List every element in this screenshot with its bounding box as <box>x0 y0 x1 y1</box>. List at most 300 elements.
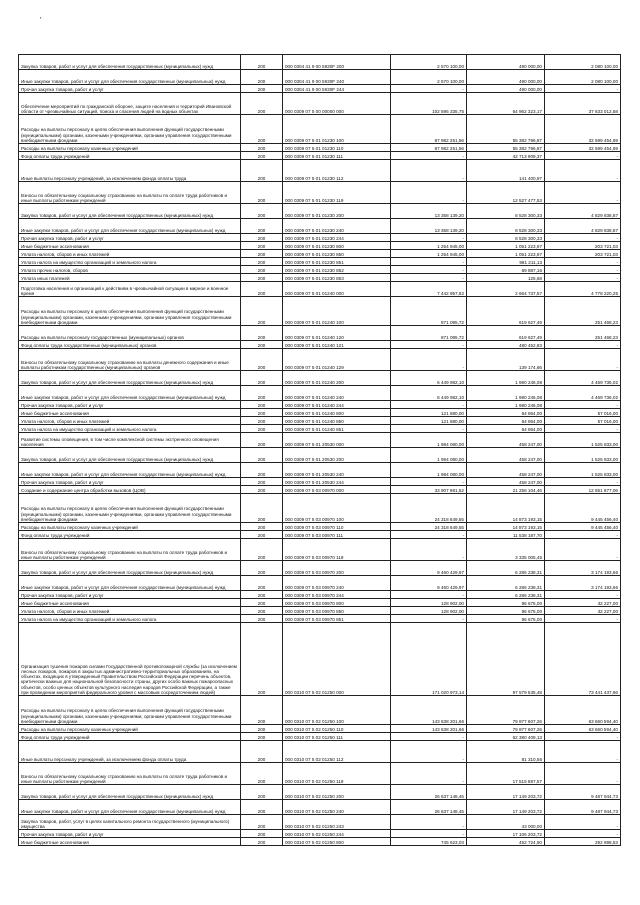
table-row <box>19 800 621 815</box>
row-executed-cell: 17 515 887,57 <box>467 763 545 785</box>
row-code-cell: 200 <box>241 85 283 93</box>
row-executed-cell: 64 864,00 <box>467 425 545 433</box>
row-remaining-cell: 292 898,53 <box>545 838 621 846</box>
row-classification-cell: 000 0309 07 5 01 01230 852 <box>283 266 391 274</box>
row-remaining-cell: 3 174 193,66 <box>545 561 621 576</box>
table-row <box>19 93 621 115</box>
row-executed-cell: 14 873 193,15 <box>467 494 545 523</box>
row-remaining-cell: 32 227,00 <box>545 607 621 615</box>
row-code-cell: 200 <box>241 401 283 409</box>
row-name-cell: Расходы на выплаты персоналу государственных (муниципальных) органов <box>19 326 241 341</box>
row-classification-cell: 000 0309 07 5 03 00970 851 <box>283 615 391 623</box>
row-classification-cell: 000 0309 07 5 01 01230 240 <box>283 219 391 234</box>
row-name-cell: Иные закупки товаров, работ и услуг для обеспечения государственных (муниципальных) нужд <box>19 386 241 401</box>
row-classification-cell: 000 0309 07 5 01 01230 850 <box>283 250 391 258</box>
row-executed-cell: 1 051 223,97 <box>467 242 545 250</box>
row-classification-cell: 000 0309 07 5 01 01240 850 <box>283 417 391 425</box>
row-name-cell: Взносы по обязательному социальному страхованию на выплаты по оплате труда работников и иные выплаты работникам учреждений <box>19 539 241 561</box>
row-executed-cell: 43 000,00 <box>467 815 545 830</box>
row-classification-cell: 000 0309 07 5 03 00970 244 <box>283 591 391 599</box>
row-remaining-cell: - <box>545 152 621 160</box>
table-row <box>19 838 621 846</box>
table-row <box>19 591 621 599</box>
row-name-cell: Иные закупки товаров, работ и услуг для обеспечения государственных (муниципальных) нужд <box>19 800 241 815</box>
row-classification-cell: 000 0309 07 5 01 01230 800 <box>283 242 391 250</box>
row-approved-cell: 143 638 201,66 <box>391 725 467 733</box>
row-approved-cell: - <box>391 349 467 371</box>
row-name-cell: Прочая закупка товаров, работ и услуг <box>19 234 241 242</box>
row-executed-cell: 69 887,16 <box>467 266 545 274</box>
row-approved-cell: 745 623,03 <box>391 838 467 846</box>
row-classification-cell: 000 0309 07 5 01 01240 240 <box>283 386 391 401</box>
table-row <box>19 433 621 448</box>
row-approved-cell: - <box>391 160 467 182</box>
row-code-cell: 200 <box>241 417 283 425</box>
row-classification-cell: 000 0309 07 5 01 01240 000 <box>283 282 391 297</box>
row-classification-cell: 000 0309 07 5 01 01230 851 <box>283 258 391 266</box>
row-remaining-cell: - <box>545 274 621 282</box>
row-classification-cell: 000 0304 41 9 00 5930F 240 <box>283 70 391 85</box>
row-classification-cell: 000 0309 07 5 03 00970 119 <box>283 539 391 561</box>
row-executed-cell: 2 664 737,57 <box>467 282 545 297</box>
row-code-cell: 200 <box>241 539 283 561</box>
row-remaining-cell: - <box>545 591 621 599</box>
row-executed-cell: 1 980 246,08 <box>467 401 545 409</box>
row-remaining-cell: 9 487 944,73 <box>545 800 621 815</box>
row-code-cell: 200 <box>241 623 283 696</box>
row-code-cell: 200 <box>241 258 283 266</box>
row-remaining-cell: - <box>545 160 621 182</box>
row-remaining-cell: - <box>545 830 621 838</box>
row-code-cell: 200 <box>241 282 283 297</box>
row-approved-cell: 7 442 957,82 <box>391 282 467 297</box>
row-approved-cell: 2 570 100,00 <box>391 55 467 70</box>
row-code-cell: 200 <box>241 733 283 741</box>
row-executed-cell: 1 980 246,08 <box>467 371 545 386</box>
table-row <box>19 250 621 258</box>
row-classification-cell: 000 0309 07 5 01 01230 200 <box>283 204 391 219</box>
row-classification-cell: 000 0309 07 5 03 00970 000 <box>283 486 391 494</box>
row-approved-cell: - <box>391 539 467 561</box>
row-approved-cell: - <box>391 425 467 433</box>
row-code-cell: 200 <box>241 800 283 815</box>
row-executed-cell: 21 256 104,46 <box>467 486 545 494</box>
row-classification-cell: 000 0309 07 5 03 00970 850 <box>283 607 391 615</box>
row-name-cell: Расходы на выплаты персоналу казенных учреждений <box>19 144 241 152</box>
row-name-cell: Взносы по обязательному социальному страхованию на выплаты по оплате труда работников и иные выплаты работникам учреждений <box>19 182 241 204</box>
row-approved-cell: - <box>391 478 467 486</box>
row-name-cell: Закупка товаров, работ и услуг для обеспечения государственных (муниципальных) нужд <box>19 204 241 219</box>
row-approved-cell: - <box>391 152 467 160</box>
row-executed-cell: 42 713 909,37 <box>467 152 545 160</box>
row-remaining-cell: - <box>545 763 621 785</box>
table-row <box>19 401 621 409</box>
row-code-cell: 200 <box>241 386 283 401</box>
row-name-cell: Расходы на выплаты персоналу в целях обеспечения выполнения функций государственными (муниципальными) органами, казенными учреждениями, органами управления государственными внебюджетными фондами <box>19 297 241 326</box>
row-approved-cell: 24 318 649,55 <box>391 523 467 531</box>
row-remaining-cell: 32 599 454,69 <box>545 115 621 144</box>
row-code-cell: 200 <box>241 561 283 576</box>
table-body <box>19 55 621 846</box>
row-executed-cell: 11 538 187,70 <box>467 531 545 539</box>
row-name-cell: Уплата налога на имущество организаций и земельного налога <box>19 615 241 623</box>
row-executed-cell: 8 528 300,33 <box>467 234 545 242</box>
table-row <box>19 733 621 741</box>
row-classification-cell: 000 0309 07 5 01 20530 200 <box>283 448 391 463</box>
row-classification-cell: 000 0309 07 5 01 01230 100 <box>283 115 391 144</box>
row-classification-cell: 000 0310 07 5 02 01250 112 <box>283 741 391 763</box>
row-executed-cell: 81 310,56 <box>467 741 545 763</box>
table-row <box>19 234 621 242</box>
row-remaining-cell: 2 080 100,00 <box>545 55 621 70</box>
row-executed-cell: 8 528 300,33 <box>467 204 545 219</box>
row-executed-cell: 64 962 323,17 <box>467 93 545 115</box>
row-code-cell: 200 <box>241 204 283 219</box>
row-classification-cell: 000 0309 07 5 01 20530 240 <box>283 463 391 478</box>
row-remaining-cell: 73 441 437,66 <box>545 623 621 696</box>
row-approved-cell: 13 358 139,20 <box>391 219 467 234</box>
row-name-cell: Расходы на выплаты персоналу в целях обеспечения выполнения функций государственными (муниципальными) органами, казенными учреждениями, органами управления государственными внебюджетными фондами <box>19 115 241 144</box>
row-remaining-cell: - <box>545 539 621 561</box>
table-row <box>19 341 621 349</box>
row-name-cell: Расходы на выплаты персоналу казенных учреждений <box>19 725 241 733</box>
row-remaining-cell: - <box>545 266 621 274</box>
row-code-cell: 200 <box>241 326 283 341</box>
row-name-cell: Уплата налога на имущество организаций и земельного налога <box>19 425 241 433</box>
table-row <box>19 741 621 763</box>
row-approved-cell: - <box>391 615 467 623</box>
row-approved-cell: 121 880,00 <box>391 409 467 417</box>
row-remaining-cell: - <box>545 425 621 433</box>
row-name-cell: Прочая закупка товаров, работ и услуг <box>19 478 241 486</box>
table-row <box>19 523 621 531</box>
row-name-cell: Иные закупки товаров, работ и услуг для обеспечения государственных (муниципальных) нужд <box>19 576 241 591</box>
row-executed-cell: 619 627,49 <box>467 297 545 326</box>
table-row <box>19 371 621 386</box>
row-name-cell: Подготовка населения и организаций к действиям в чрезвычайной ситуации в мирное и военное время <box>19 282 241 297</box>
row-code-cell: 200 <box>241 115 283 144</box>
table-row <box>19 182 621 204</box>
row-remaining-cell: 4 829 838,87 <box>545 219 621 234</box>
row-remaining-cell: 32 227,00 <box>545 599 621 607</box>
row-approved-cell: - <box>391 85 467 93</box>
row-executed-cell: 125,68 <box>467 274 545 282</box>
table-row <box>19 70 621 85</box>
row-code-cell: 200 <box>241 242 283 250</box>
row-classification-cell: 000 0309 07 5 01 20530 000 <box>283 433 391 448</box>
row-executed-cell: 1 980 246,08 <box>467 386 545 401</box>
row-executed-cell: 6 286 238,31 <box>467 591 545 599</box>
row-code-cell: 200 <box>241 297 283 326</box>
row-executed-cell: 458 247,00 <box>467 448 545 463</box>
row-name-cell: Иные бюджетные ассигнования <box>19 409 241 417</box>
table-row <box>19 478 621 486</box>
row-executed-cell: 6 286 238,31 <box>467 561 545 576</box>
table-row <box>19 266 621 274</box>
row-executed-cell: 62 380 409,13 <box>467 733 545 741</box>
table-row <box>19 85 621 93</box>
row-executed-cell: 64 864,00 <box>467 409 545 417</box>
row-approved-cell: 1 984 080,00 <box>391 433 467 448</box>
table-row <box>19 725 621 733</box>
row-executed-cell: 3 335 005,45 <box>467 539 545 561</box>
row-remaining-cell: - <box>545 85 621 93</box>
row-name-cell: Уплата налогов, сборов и иных платежей <box>19 607 241 615</box>
row-approved-cell: - <box>391 815 467 830</box>
row-executed-cell: 55 382 796,87 <box>467 144 545 152</box>
row-classification-cell: 000 0309 07 5 03 00970 110 <box>283 523 391 531</box>
row-name-cell: Уплата налога на имущество организаций и земельного налога <box>19 258 241 266</box>
row-executed-cell: 79 977 607,26 <box>467 725 545 733</box>
row-remaining-cell: 1 525 833,00 <box>545 448 621 463</box>
row-executed-cell: 619 627,49 <box>467 326 545 341</box>
row-name-cell: Фонд оплаты труда учреждений <box>19 531 241 539</box>
row-code-cell: 200 <box>241 144 283 152</box>
row-remaining-cell: 203 721,03 <box>545 242 621 250</box>
row-approved-cell: 871 095,72 <box>391 297 467 326</box>
row-code-cell: 200 <box>241 725 283 733</box>
row-approved-cell: 1 984 080,00 <box>391 463 467 478</box>
row-name-cell: Фонд оплаты труда государственных (муниципальных) органов <box>19 341 241 349</box>
table-row <box>19 830 621 838</box>
table-row <box>19 486 621 494</box>
row-classification-cell: 000 0309 07 5 01 01230 111 <box>283 152 391 160</box>
row-name-cell: Взносы по обязательному социальному страхованию на выплаты по оплате труда работников и иные выплаты работникам учреждений <box>19 763 241 785</box>
row-name-cell: Создание и содержание центра обработки вызовов (ЦОВ) <box>19 486 241 494</box>
row-code-cell: 200 <box>241 741 283 763</box>
row-name-cell: Иные бюджетные ассигнования <box>19 838 241 846</box>
row-approved-cell: - <box>391 763 467 785</box>
row-name-cell: Закупка товаров, работ и услуг для обеспечения государственных (муниципальных) нужд <box>19 785 241 800</box>
row-remaining-cell: 1 525 833,00 <box>545 463 621 478</box>
row-approved-cell: - <box>391 741 467 763</box>
row-executed-cell: 452 724,50 <box>467 838 545 846</box>
row-code-cell: 200 <box>241 234 283 242</box>
row-classification-cell: 000 0309 07 5 01 01230 110 <box>283 144 391 152</box>
table-row <box>19 297 621 326</box>
row-classification-cell: 000 0310 07 5 02 01250 244 <box>283 830 391 838</box>
row-remaining-cell: - <box>545 401 621 409</box>
table-row <box>19 55 621 70</box>
row-remaining-cell: 12 651 877,06 <box>545 486 621 494</box>
row-name-cell: Фонд оплаты труда учреждений <box>19 733 241 741</box>
table-row <box>19 463 621 478</box>
row-code-cell: 200 <box>241 160 283 182</box>
row-name-cell: Взносы по обязательному социальному страхованию на выплаты денежного содержания и иные выплаты работникам государственных (муниципальных) органов <box>19 349 241 371</box>
row-approved-cell: 171 020 973,14 <box>391 623 467 696</box>
row-name-cell: Уплата иных платежей <box>19 274 241 282</box>
row-remaining-cell: - <box>545 531 621 539</box>
row-approved-cell: 9 460 429,97 <box>391 561 467 576</box>
row-name-cell: Прочая закупка товаров, работ и услуг <box>19 830 241 838</box>
row-executed-cell: 1 051 223,97 <box>467 250 545 258</box>
row-approved-cell: - <box>391 274 467 282</box>
row-classification-cell: 000 0310 07 5 02 01250 240 <box>283 800 391 815</box>
row-remaining-cell: 203 721,03 <box>545 250 621 258</box>
row-approved-cell: 6 449 982,10 <box>391 386 467 401</box>
row-name-cell: Закупка товаров, работ и услуг для обеспечения государственных (муниципальных) нужд <box>19 55 241 70</box>
row-code-cell: 200 <box>241 531 283 539</box>
row-code-cell: 200 <box>241 409 283 417</box>
row-name-cell: Фонд оплаты труда учреждений <box>19 152 241 160</box>
row-code-cell: 200 <box>241 830 283 838</box>
table-row <box>19 282 621 297</box>
row-approved-cell: 2 570 100,00 <box>391 70 467 85</box>
row-approved-cell: 1 254 945,00 <box>391 242 467 250</box>
row-classification-cell: 000 0309 07 5 01 01240 100 <box>283 297 391 326</box>
row-classification-cell: 000 0309 07 5 01 01230 119 <box>283 182 391 204</box>
row-name-cell: Закупка товаров, работ и услуг для обеспечения государственных (муниципальных) нужд <box>19 561 241 576</box>
row-approved-cell: 128 902,00 <box>391 599 467 607</box>
row-approved-cell: 24 318 649,55 <box>391 494 467 523</box>
table-row <box>19 561 621 576</box>
row-code-cell: 200 <box>241 182 283 204</box>
row-classification-cell: 000 0310 07 5 02 01250 000 <box>283 623 391 696</box>
table-row <box>19 425 621 433</box>
row-remaining-cell: 63 660 594,40 <box>545 725 621 733</box>
row-classification-cell: 000 0310 07 5 02 01250 110 <box>283 725 391 733</box>
row-name-cell: Развитие системы оповещения, в том числе комплексной системы экстренного оповещения населения <box>19 433 241 448</box>
row-classification-cell: 000 0304 41 9 00 5930F 200 <box>283 55 391 70</box>
row-approved-cell: - <box>391 531 467 539</box>
row-name-cell: Прочая закупка товаров, работ и услуг <box>19 85 241 93</box>
row-remaining-cell: - <box>545 349 621 371</box>
row-classification-cell: 000 0309 07 5 01 01230 853 <box>283 274 391 282</box>
row-code-cell: 200 <box>241 591 283 599</box>
row-name-cell: Прочая закупка товаров, работ и услуг <box>19 591 241 599</box>
row-approved-cell: 6 449 982,10 <box>391 371 467 386</box>
table-row <box>19 763 621 785</box>
row-approved-cell: - <box>391 266 467 274</box>
row-classification-cell: 000 0309 07 5 01 01240 200 <box>283 371 391 386</box>
table-row <box>19 326 621 341</box>
row-approved-cell: - <box>391 182 467 204</box>
row-code-cell: 200 <box>241 576 283 591</box>
row-remaining-cell: 63 660 594,40 <box>545 696 621 725</box>
row-code-cell: 200 <box>241 785 283 800</box>
row-executed-cell: 79 977 607,26 <box>467 696 545 725</box>
row-approved-cell: - <box>391 234 467 242</box>
row-executed-cell: 97 579 535,48 <box>467 623 545 696</box>
table-row <box>19 219 621 234</box>
row-remaining-cell: 37 633 012,58 <box>545 93 621 115</box>
table-row <box>19 386 621 401</box>
row-classification-cell: 000 0309 07 5 03 00970 800 <box>283 599 391 607</box>
row-name-cell: Расходы на выплаты персоналу казенных учреждений <box>19 523 241 531</box>
row-executed-cell: 141 400,97 <box>467 160 545 182</box>
row-classification-cell: 000 0309 07 5 01 20530 244 <box>283 478 391 486</box>
table-row <box>19 204 621 219</box>
row-executed-cell: 981 211,13 <box>467 258 545 266</box>
corner-mark: ' <box>40 16 42 25</box>
row-code-cell: 200 <box>241 607 283 615</box>
row-remaining-cell: 251 468,23 <box>545 326 621 341</box>
row-classification-cell: 000 0309 07 5 01 01230 244 <box>283 234 391 242</box>
row-name-cell: Расходы на выплаты персоналу в целях обеспечения выполнения функций государственными (муниципальными) органами, казенными учреждениями, органами управления государственными внебюджетными фондами <box>19 494 241 523</box>
row-name-cell: Закупка товаров, работ и услуг для обеспечения государственных (муниципальных) нужд <box>19 371 241 386</box>
row-remaining-cell: 1 525 833,00 <box>545 433 621 448</box>
row-approved-cell: 1 984 080,00 <box>391 448 467 463</box>
row-approved-cell: 128 902,00 <box>391 607 467 615</box>
row-executed-cell: 17 149 203,72 <box>467 785 545 800</box>
row-code-cell: 200 <box>241 70 283 85</box>
row-classification-cell: 000 0309 07 5 01 01240 129 <box>283 349 391 371</box>
row-executed-cell: 490 000,00 <box>467 55 545 70</box>
row-executed-cell: 490 000,00 <box>467 85 545 93</box>
row-executed-cell: 12 527 477,53 <box>467 182 545 204</box>
row-executed-cell: 55 382 796,87 <box>467 115 545 144</box>
row-remaining-cell: 9 445 456,40 <box>545 523 621 531</box>
row-name-cell: Прочая закупка товаров, работ и услуг <box>19 401 241 409</box>
row-name-cell: Уплата налогов, сборов и иных платежей <box>19 250 241 258</box>
row-classification-cell: 000 0310 07 5 02 01250 243 <box>283 815 391 830</box>
table-row <box>19 539 621 561</box>
row-code-cell: 200 <box>241 274 283 282</box>
row-name-cell: Иные бюджетные ассигнования <box>19 599 241 607</box>
row-name-cell: Иные бюджетные ассигнования <box>19 242 241 250</box>
table-row <box>19 576 621 591</box>
row-remaining-cell: - <box>545 478 621 486</box>
row-code-cell: 200 <box>241 838 283 846</box>
row-code-cell: 200 <box>241 152 283 160</box>
row-code-cell: 200 <box>241 486 283 494</box>
row-code-cell: 200 <box>241 599 283 607</box>
table-row <box>19 152 621 160</box>
row-remaining-cell: - <box>545 234 621 242</box>
row-executed-cell: 14 873 193,15 <box>467 523 545 531</box>
row-code-cell: 200 <box>241 463 283 478</box>
row-remaining-cell: 251 468,23 <box>545 297 621 326</box>
table-row <box>19 785 621 800</box>
row-name-cell: Расходы на выплаты персоналу в целях обеспечения выполнения функций государственными (муниципальными) органами, казенными учреждениями, органами управления государственными внебюджетными фондами <box>19 696 241 725</box>
row-approved-cell: 9 460 429,97 <box>391 576 467 591</box>
row-classification-cell: 000 0309 07 5 01 01240 800 <box>283 409 391 417</box>
row-remaining-cell: 4 778 220,25 <box>545 282 621 297</box>
table-row <box>19 258 621 266</box>
row-code-cell: 200 <box>241 494 283 523</box>
row-code-cell: 200 <box>241 433 283 448</box>
table-row <box>19 274 621 282</box>
row-remaining-cell: 9 487 944,73 <box>545 785 621 800</box>
row-approved-cell: 1 254 945,00 <box>391 250 467 258</box>
table-row <box>19 615 621 623</box>
row-approved-cell: - <box>391 341 467 349</box>
row-approved-cell: - <box>391 591 467 599</box>
row-name-cell: Уплата прочих налогов, сборов <box>19 266 241 274</box>
row-executed-cell: 458 247,00 <box>467 463 545 478</box>
row-code-cell: 200 <box>241 55 283 70</box>
row-classification-cell: 000 0309 07 5 03 00970 111 <box>283 531 391 539</box>
row-code-cell: 200 <box>241 93 283 115</box>
row-name-cell: Закупка товаров, работ и услуг для обеспечения государственных (муниципальных) нужд <box>19 448 241 463</box>
row-remaining-cell: 3 174 193,66 <box>545 576 621 591</box>
row-remaining-cell: - <box>545 341 621 349</box>
table-row <box>19 349 621 371</box>
row-name-cell: Уплата налогов, сборов и иных платежей <box>19 417 241 425</box>
row-name-cell: Иные выплаты персоналу учреждений, за исключением фонда оплаты труда <box>19 160 241 182</box>
row-executed-cell: 490 000,00 <box>467 70 545 85</box>
row-approved-cell: 871 095,72 <box>391 326 467 341</box>
row-remaining-cell: 4 469 736,02 <box>545 386 621 401</box>
row-remaining-cell: 57 016,00 <box>545 409 621 417</box>
table-row <box>19 696 621 725</box>
row-code-cell: 200 <box>241 219 283 234</box>
row-approved-cell: 87 982 251,56 <box>391 144 467 152</box>
row-code-cell: 200 <box>241 341 283 349</box>
table-row <box>19 115 621 144</box>
table-row <box>19 144 621 152</box>
row-name-cell: Обеспечение мероприятий по гражданской обороне, защите населения и территорий Ивановской области от чрезвычайных ситуаций, поиска и спасения людей на водных объектах <box>19 93 241 115</box>
